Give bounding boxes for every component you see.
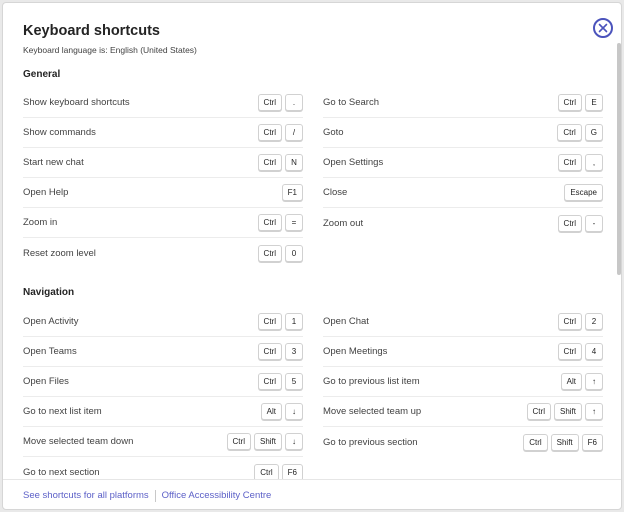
shortcut-row <box>23 397 303 427</box>
shortcut-keys <box>523 434 603 451</box>
shortcut-keys <box>558 215 603 232</box>
key-cap: Shift <box>254 433 282 450</box>
shortcut-label: Go to previous list item <box>323 376 420 387</box>
key-cap: Ctrl <box>254 464 278 480</box>
shortcut-keys <box>282 184 303 201</box>
shortcuts-list[interactable] <box>3 59 615 479</box>
key-cap: Ctrl <box>558 215 582 232</box>
shortcut-keys <box>258 214 303 231</box>
section-title-navigation: Navigation <box>23 287 75 298</box>
key-cap: Ctrl <box>258 154 282 171</box>
key-cap: Escape <box>564 184 603 201</box>
key-cap: ↑ <box>585 373 603 390</box>
key-cap: Ctrl <box>258 313 282 330</box>
key-cap: Ctrl <box>558 343 582 360</box>
key-cap: N <box>285 154 303 171</box>
key-cap: ↑ <box>585 403 603 420</box>
close-button[interactable] <box>593 18 613 38</box>
key-cap: Ctrl <box>557 124 581 141</box>
scrollbar-thumb[interactable] <box>617 43 621 275</box>
shortcut-row <box>23 88 303 118</box>
shortcut-label: Start new chat <box>23 157 84 168</box>
shortcut-label: Go to previous section <box>323 436 418 448</box>
shortcut-keys <box>557 124 603 141</box>
shortcut-label: Open Chat <box>323 316 369 327</box>
key-cap: 1 <box>285 313 303 330</box>
section-title-general: General <box>23 69 61 80</box>
shortcut-keys <box>558 343 603 360</box>
key-cap: F6 <box>282 464 303 480</box>
shortcut-label: Show commands <box>23 127 96 138</box>
shortcut-label: Zoom in <box>23 217 58 228</box>
shortcut-row <box>23 367 303 397</box>
shortcut-label: Open Settings <box>323 157 384 168</box>
key-cap: 5 <box>285 373 303 390</box>
shortcut-row <box>23 208 303 238</box>
close-icon <box>598 23 608 33</box>
shortcut-row <box>323 208 603 238</box>
shortcut-row <box>323 397 603 427</box>
shortcut-row <box>323 307 603 337</box>
accessibility-centre-link[interactable]: Office Accessibility Centre <box>161 490 272 501</box>
shortcut-row <box>23 178 303 208</box>
shortcut-label: Go to next section <box>23 466 100 478</box>
key-cap: Ctrl <box>558 94 582 111</box>
keyboard-shortcuts-dialog <box>2 2 622 510</box>
key-cap: Ctrl <box>258 245 282 262</box>
shortcut-row <box>23 118 303 148</box>
shortcut-row <box>23 148 303 178</box>
keyboard-language-label: Keyboard language is: English (United States) <box>23 45 197 55</box>
shortcut-label: Goto <box>323 127 344 138</box>
shortcut-keys <box>564 184 603 201</box>
shortcut-keys <box>254 464 303 480</box>
shortcut-label: Move selected team up <box>323 406 422 417</box>
key-cap: Ctrl <box>258 94 282 111</box>
shortcut-label: Open Teams <box>23 346 77 357</box>
key-cap: - <box>585 215 603 232</box>
shortcut-label: Open Help <box>23 187 69 198</box>
shortcut-keys <box>561 373 603 390</box>
shortcut-keys <box>527 403 603 420</box>
key-cap: 2 <box>585 313 603 330</box>
shortcut-row <box>23 307 303 337</box>
key-cap: = <box>285 214 303 231</box>
key-cap: Alt <box>561 373 582 390</box>
key-cap: Shift <box>554 403 582 420</box>
shortcut-label: Go to Search <box>323 97 379 108</box>
shortcut-row <box>323 88 603 118</box>
key-cap: G <box>585 124 603 141</box>
shortcut-row <box>323 118 603 148</box>
shortcut-row <box>323 367 603 397</box>
key-cap: Ctrl <box>258 124 282 141</box>
key-cap: E <box>585 94 603 111</box>
shortcut-row <box>23 457 303 479</box>
key-cap: , <box>585 154 603 171</box>
shortcut-keys <box>258 124 303 141</box>
key-cap: Ctrl <box>523 434 547 451</box>
shortcut-label: Show keyboard shortcuts <box>23 97 130 108</box>
shortcut-keys <box>261 403 303 420</box>
key-cap: Ctrl <box>558 313 582 330</box>
dialog-footer <box>3 479 622 510</box>
key-cap: Ctrl <box>227 433 251 450</box>
shortcut-row <box>23 238 303 268</box>
shortcut-label: Reset zoom level <box>23 247 96 259</box>
key-cap: ↓ <box>285 403 303 420</box>
shortcut-label: Move selected team down <box>23 436 134 447</box>
key-cap: 0 <box>285 245 303 262</box>
shortcut-keys <box>558 94 603 111</box>
shortcut-keys <box>258 373 303 390</box>
shortcut-keys <box>227 433 303 450</box>
key-cap: F6 <box>582 434 603 451</box>
key-cap: F1 <box>282 184 303 201</box>
key-cap: Alt <box>261 403 282 420</box>
dialog-title: Keyboard shortcuts <box>23 23 160 39</box>
shortcut-keys <box>558 313 603 330</box>
key-cap: . <box>285 94 303 111</box>
shortcut-keys <box>258 94 303 111</box>
shortcut-keys <box>258 245 303 262</box>
shortcut-keys <box>258 313 303 330</box>
key-cap: Ctrl <box>258 373 282 390</box>
key-cap: ↓ <box>285 433 303 450</box>
shortcut-label: Open Activity <box>23 316 79 327</box>
shortcut-row <box>23 337 303 367</box>
all-platforms-link[interactable]: See shortcuts for all platforms <box>23 490 149 501</box>
shortcut-keys <box>258 154 303 171</box>
key-cap: / <box>285 124 303 141</box>
shortcut-row <box>23 427 303 457</box>
shortcut-row <box>323 178 603 208</box>
shortcut-keys <box>258 343 303 360</box>
key-cap: Ctrl <box>527 403 551 420</box>
key-cap: 3 <box>285 343 303 360</box>
key-cap: Ctrl <box>258 343 282 360</box>
shortcut-keys <box>558 154 603 171</box>
shortcut-label: Zoom out <box>323 217 364 229</box>
shortcut-label: Open Meetings <box>323 346 388 357</box>
shortcut-row <box>323 427 603 457</box>
shortcut-row <box>323 148 603 178</box>
shortcut-label: Open Files <box>23 376 69 387</box>
footer-divider <box>155 490 156 502</box>
key-cap: Ctrl <box>558 154 582 171</box>
key-cap: 4 <box>585 343 603 360</box>
shortcut-label: Go to next list item <box>23 406 102 417</box>
shortcut-row <box>323 337 603 367</box>
key-cap: Ctrl <box>258 214 282 231</box>
shortcut-label: Close <box>323 187 348 198</box>
key-cap: Shift <box>551 434 579 451</box>
